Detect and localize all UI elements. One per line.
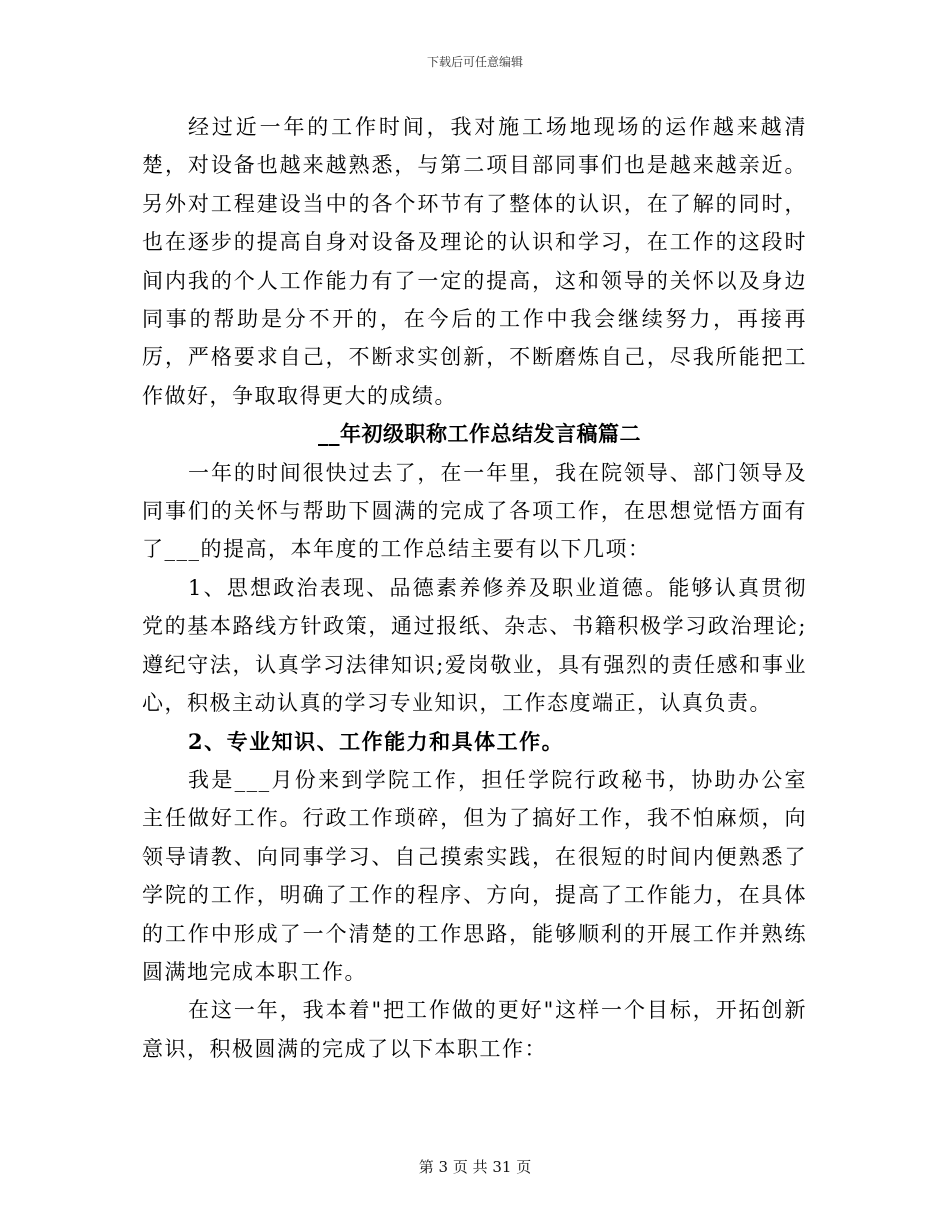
page-number: 第 3 页 共 31 页 <box>418 1158 532 1176</box>
paragraph-4-subheading: 2、专业知识、工作能力和具体工作。 <box>188 728 565 754</box>
paragraph-2: 一年的时间很快过去了，在一年里，我在院领导、部门领导及同事们的关怀与帮助下圆满的完成了各项工作，在思想觉悟方面有了___的提高，本年度的工作总结主要有以下几项： <box>142 460 807 562</box>
document-body <box>142 108 807 1068</box>
paragraph-1: 经过近一年的工作时间，我对施工场地现场的运作越来越清楚，对设备也越来越熟悉，与第二项目部同事们也是越来越亲近。另外对工程建设当中的各个环节有了整体的认识，在了解的同时，也在逐步的提高自身对设备及理论的认识和学习，在工作的这段时间内我的个人工作能力有了一定的提高，这和领导的关怀以及身边同事的帮助是分不开的，在今后的工作中我会继续努力，再接再厉，严格要求自己，不断求实创新，不断磨炼自己，尽我所能把工作做好，争取取得更大的成绩。 <box>142 115 807 408</box>
page-header-note: 下载后可任意编辑 <box>426 55 523 69</box>
paragraph-6: 在这一年，我本着"把工作做的更好"这样一个目标，开拓创新意识，积极圆满的完成了以下本职工作： <box>142 998 807 1061</box>
section-heading: __年初级职称工作总结发言稿篇二 <box>318 421 641 447</box>
paragraph-5: 我是___月份来到学院工作，担任学院行政秘书，协助办公室主任做好工作。行政工作琐碎，但为了搞好工作，我不怕麻烦，向领导请教、向同事学习、自己摸索实践，在很短的时间内便熟悉了学院的工作，明确了工作的程序、方向，提高了工作能力，在具体的工作中形成了一个清楚的工作思路，能够顺利的开展工作并熟练圆满地完成本职工作。 <box>142 767 807 984</box>
paragraph-3: 1、思想政治表现、品德素养修养及职业道德。能够认真贯彻党的基本路线方针政策，通过报纸、杂志、书籍积极学习政治理论;遵纪守法，认真学习法律知识;爱岗敬业，具有强烈的责任感和事业心，积极主动认真的学习专业知识，工作态度端正，认真负责。 <box>142 575 807 716</box>
